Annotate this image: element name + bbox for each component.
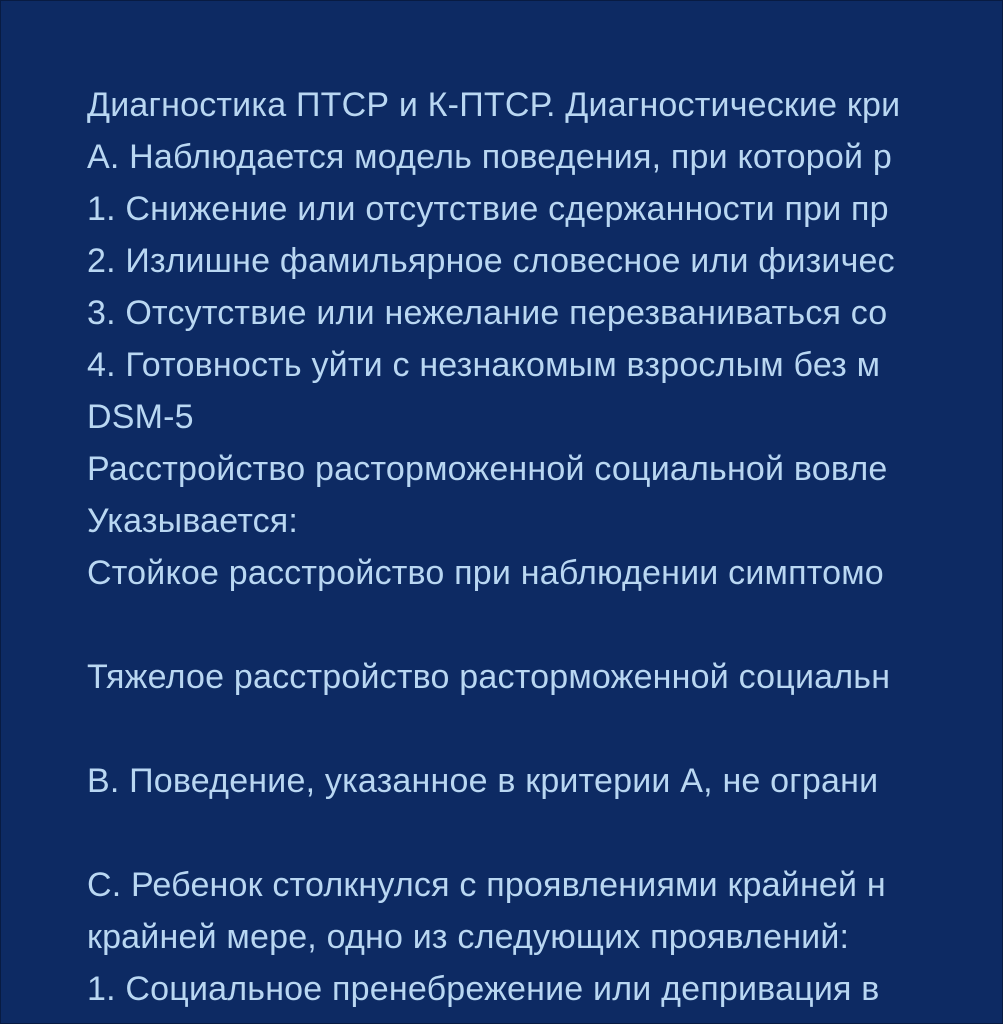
blank-line (87, 599, 1003, 651)
text-line-disorder-name: Расстройство расторможенной социальной вовле (87, 450, 888, 488)
blank-line (87, 703, 1003, 755)
text-line-a2: 2. Излишне фамильярное словесное или физичес (87, 242, 895, 280)
blank-line (87, 807, 1003, 859)
text-line-criterion-a: А. Наблюдается модель поведения, при которой р (87, 138, 892, 176)
text-line-severe: Тяжелое расстройство расторможенной социальн (87, 658, 891, 696)
slide-text-block (87, 79, 1003, 1015)
text-line-c1: 1. Социальное пренебрежение или депривация в (87, 970, 880, 1008)
text-line-specify: Указывается: (87, 502, 299, 540)
text-line-a4: 4. Готовность уйти с незнакомым взрослым без м (87, 346, 881, 384)
text-line-persistent: Стойкое расстройство при наблюдении симптомо (87, 554, 884, 592)
text-line-criterion-c-cont: крайней мере, одно из следующих проявлений: (87, 918, 850, 956)
text-line-a3: 3. Отсутствие или нежелание перезваниваться со (87, 294, 888, 332)
text-line-criterion-c: С. Ребенок столкнулся с проявлениями крайней н (87, 866, 886, 904)
text-line-a1: 1. Снижение или отсутствие сдержанности при пр (87, 190, 889, 228)
text-line-dsm5: DSM-5 (87, 398, 194, 436)
text-line-criterion-b: В. Поведение, указанное в критерии А, не ограни (87, 762, 879, 800)
text-line-title: Диагностика ПТСР и К-ПТСР. Диагностические кри (87, 86, 901, 124)
